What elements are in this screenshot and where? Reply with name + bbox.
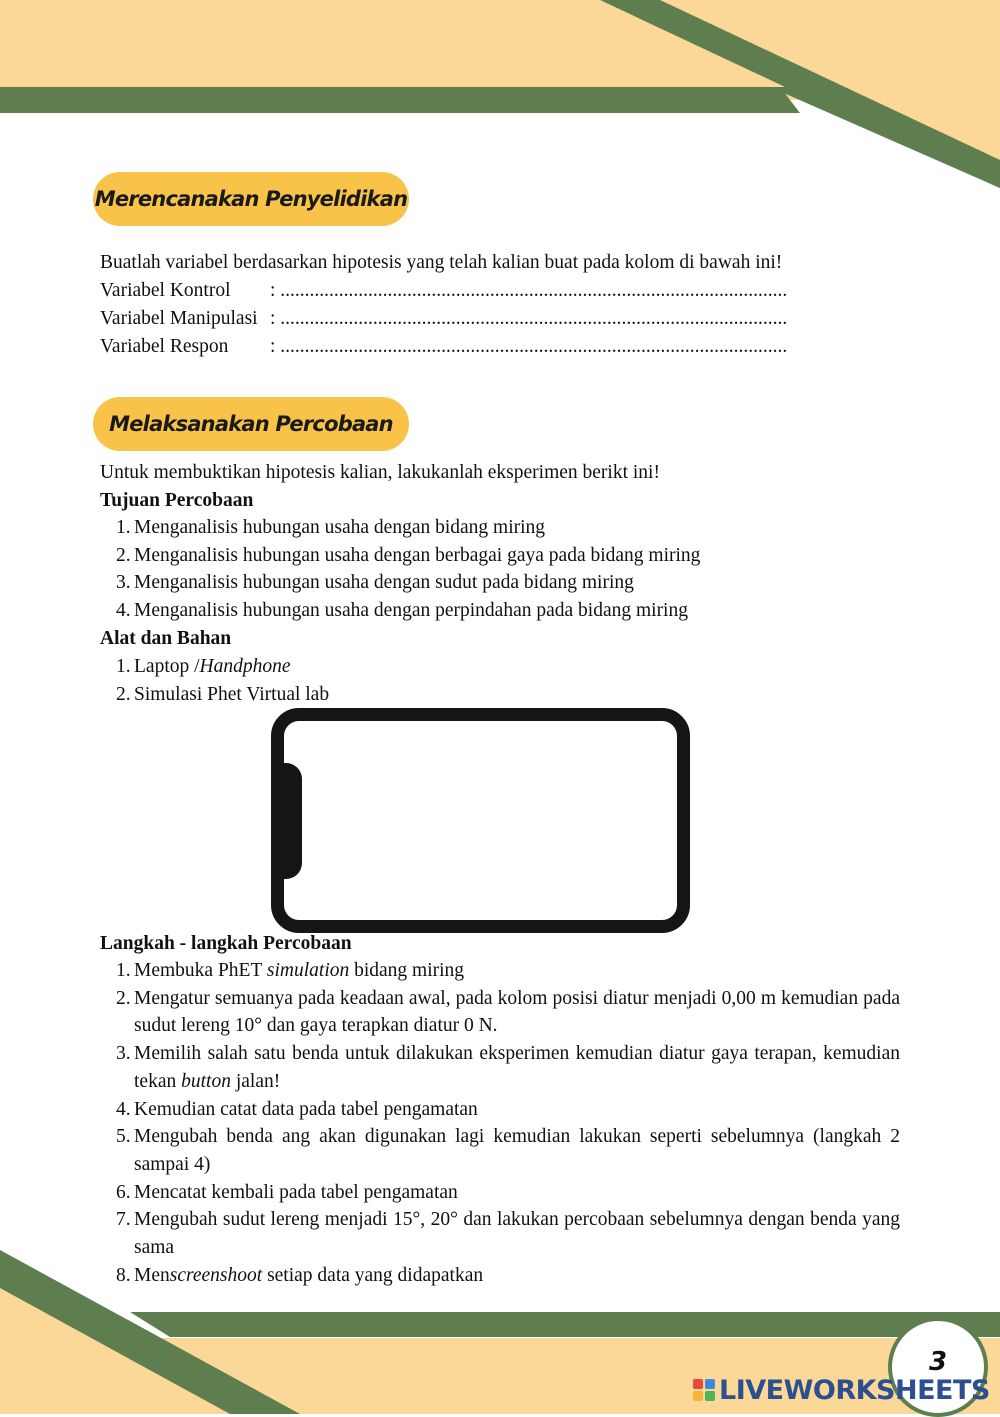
list-item: 3. Memilih salah satu benda untuk dilakukan eksperimen kemudian diatur gaya terapan, kemudian tekan button jalan! [116, 1043, 900, 1092]
variable-label: Variabel Kontrol [100, 280, 231, 301]
list-item: 5. Mengubah benda ang akan digunakan lagi kemudian lakukan seperti sebelumnya (langkah 2 sampai 4) [116, 1126, 900, 1175]
list-item: 1. Menganalisis hubungan usaha dengan bidang miring [116, 517, 546, 538]
section-title-melaksanakan: Melaksanakan Percobaan [93, 397, 409, 451]
list-item: 4. Kemudian catat data pada tabel pengamatan [116, 1098, 478, 1120]
tujuan-list [100, 514, 900, 625]
liveworksheets-logo-icon [693, 1379, 715, 1401]
experiment-intro: Untuk membuktikan hipotesis kalian, lakukanlah eksperimen berikt ini! [100, 462, 660, 483]
header-green-bar [0, 87, 800, 113]
list-item: 3. Menganalisis hubungan usaha dengan sudut pada bidang miring [116, 572, 634, 594]
list-item: 4. Menganalisis hubungan usaha dengan perpindahan pada bidang miring [116, 600, 688, 622]
variable-blank[interactable]: : ........................................................................................................ [270, 308, 788, 329]
alat-heading: Alat dan Bahan [100, 628, 232, 649]
list-item: 6. Mencatat kembali pada tabel pengamatan [116, 1181, 458, 1203]
variable-row-kontrol [100, 277, 840, 305]
liveworksheets-logo [693, 1374, 990, 1406]
list-item: 2. Menganalisis hubungan usaha dengan berbagai gaya pada bidang miring [116, 544, 701, 566]
variable-instruction: Buatlah variabel berdasarkan hipotesis yang telah kalian buat pada kolom di bawah ini! [100, 252, 783, 273]
langkah-list [100, 957, 900, 1289]
variable-label: Variabel Manipulasi [100, 308, 258, 329]
variable-row-manipulasi [100, 305, 840, 333]
footer-green-bar [130, 1312, 1000, 1337]
brand-name: LIVEWORKSHEETS [719, 1374, 990, 1406]
page-number-badge: 3 [888, 1317, 988, 1417]
variable-blank[interactable]: : ........................................................................................................ [270, 280, 788, 301]
variable-label: Variabel Respon [100, 336, 229, 357]
list-item: 1. Membuka PhET simulation bidang miring [116, 960, 465, 981]
list-item: 2. Simulasi Phet Virtual lab [116, 683, 330, 705]
list-item: 8. Menscreenshoot setiap data yang didapatkan [116, 1264, 484, 1286]
list-item: 7. Mengubah sudut lereng menjadi 15°, 20° dan lakukan percobaan sebelumnya dengan benda yang sama [116, 1209, 900, 1259]
variable-row-respon [100, 333, 840, 361]
variable-blank[interactable]: : ........................................................................................................ [270, 336, 788, 357]
phone-simulation-frame[interactable] [271, 708, 690, 933]
list-item: 2. Mengatur semuanya pada keadaan awal, pada kolom posisi diatur menjadi 0,00 m kemudian pada sudut lereng 10° dan gaya terapkan diatur 0 N. [116, 987, 900, 1037]
tujuan-heading: Tujuan Percobaan [100, 490, 254, 511]
alat-list [100, 653, 900, 708]
langkah-heading: Langkah - langkah Percobaan [100, 933, 352, 954]
section-title-merencanakan: Merencanakan Penyelidikan [93, 172, 409, 226]
phone-notch [282, 763, 302, 879]
list-item: 1. Laptop /Handphone [116, 656, 291, 677]
